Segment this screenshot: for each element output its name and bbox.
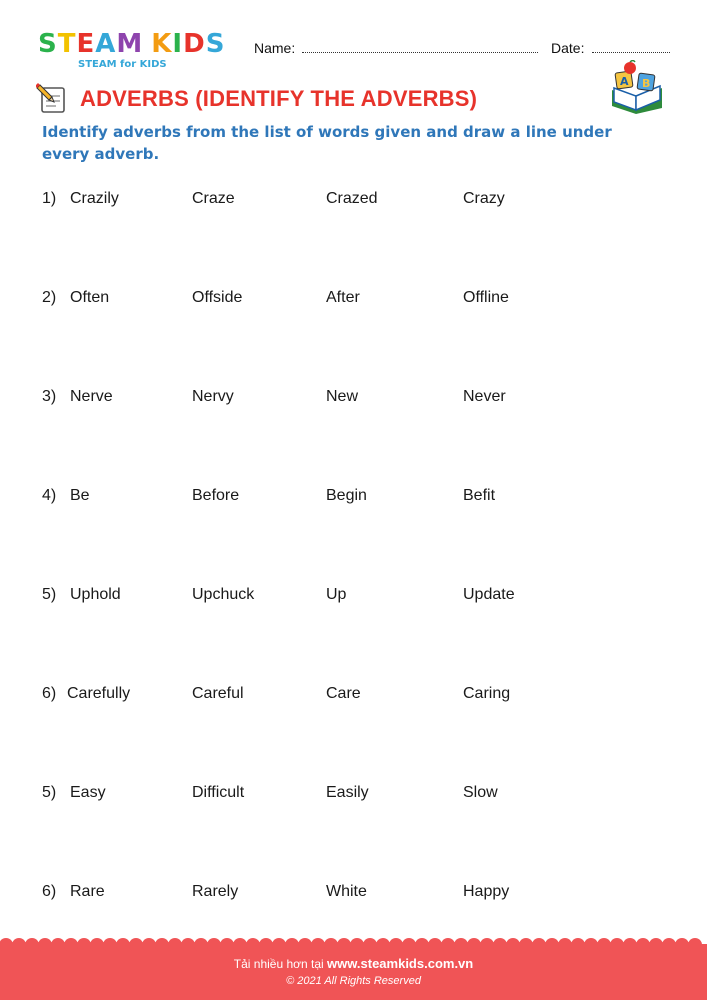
worksheet-title: ADVERBS (IDENTIFY THE ADVERBS)	[80, 86, 478, 111]
word-option[interactable]: Nerve	[70, 388, 113, 405]
title-row	[36, 80, 676, 116]
question-row	[0, 289, 707, 311]
word-option[interactable]: White	[326, 883, 367, 900]
date-field[interactable]	[592, 52, 670, 53]
question-number: 3)	[42, 388, 57, 405]
word-option[interactable]: Upchuck	[192, 586, 255, 603]
word-option[interactable]: Up	[326, 586, 347, 603]
question-number: 1)	[42, 190, 57, 207]
word-option[interactable]: Slow	[463, 784, 498, 801]
word-option[interactable]: Never	[463, 388, 506, 405]
svg-text:A: A	[620, 75, 629, 88]
word-option[interactable]: Caring	[463, 685, 511, 702]
footer-copyright: © 2021 All Rights Reserved	[286, 975, 421, 987]
word-option[interactable]: Easy	[70, 784, 106, 801]
word-option[interactable]: Crazy	[463, 190, 505, 207]
word-option[interactable]: Begin	[326, 487, 367, 504]
question-row	[0, 883, 707, 905]
question-number: 6)	[42, 883, 57, 900]
word-option[interactable]: Easily	[326, 784, 369, 801]
word-option[interactable]: Carefully	[67, 685, 131, 702]
word-option[interactable]: Care	[326, 685, 361, 702]
question-row	[0, 784, 707, 806]
abc-book-apple-icon	[608, 60, 666, 114]
word-option[interactable]: Offline	[463, 289, 509, 306]
word-option[interactable]: Crazed	[326, 190, 378, 207]
question-number: 2)	[42, 289, 57, 306]
name-label: Name:	[254, 40, 296, 56]
word-option[interactable]: After	[326, 289, 360, 306]
word-option[interactable]: Happy	[463, 883, 510, 900]
word-option[interactable]: Crazily	[70, 190, 119, 207]
question-row	[0, 586, 707, 608]
footer	[0, 944, 707, 1000]
logo-wordmark: STEAM KIDS	[38, 29, 226, 59]
word-option[interactable]: Rare	[70, 883, 105, 900]
word-option[interactable]: Update	[463, 586, 515, 603]
word-option[interactable]: Uphold	[70, 586, 121, 603]
question-row	[0, 190, 707, 212]
name-field[interactable]	[302, 52, 538, 53]
instructions: Identify adverbs from the list of words given and draw a line under every adverb.	[42, 123, 612, 163]
question-row	[0, 388, 707, 410]
word-option[interactable]: Difficult	[192, 784, 245, 801]
question-number: 5)	[42, 784, 57, 801]
word-option[interactable]: Befit	[463, 487, 496, 504]
question-row	[0, 685, 707, 707]
footer-website-link[interactable]: www.steamkids.com.vn	[327, 956, 474, 971]
word-option[interactable]: Careful	[192, 685, 244, 702]
word-option[interactable]: Before	[192, 487, 240, 504]
footer-prefix: Tải nhiều hơn tại	[233, 957, 324, 971]
question-number: 5)	[42, 586, 57, 603]
word-option[interactable]: Be	[70, 487, 90, 504]
word-option[interactable]: New	[326, 388, 359, 405]
question-number: 4)	[42, 487, 57, 504]
word-option[interactable]: Craze	[192, 190, 235, 207]
word-option[interactable]: Often	[70, 289, 110, 306]
question-number: 6)	[42, 685, 57, 702]
logo-tagline: STEAM for KIDS	[78, 59, 167, 70]
word-option[interactable]: Rarely	[192, 883, 239, 900]
steam-kids-logo	[38, 30, 238, 70]
pencil-paper-icon	[36, 82, 70, 114]
footer-website-line	[0, 956, 707, 971]
word-option[interactable]: Offside	[192, 289, 243, 306]
date-label: Date:	[551, 40, 585, 56]
svg-text:B: B	[642, 77, 651, 90]
footer-scallop-edge	[0, 937, 707, 951]
word-option[interactable]: Nervy	[192, 388, 234, 405]
question-row	[0, 487, 707, 509]
